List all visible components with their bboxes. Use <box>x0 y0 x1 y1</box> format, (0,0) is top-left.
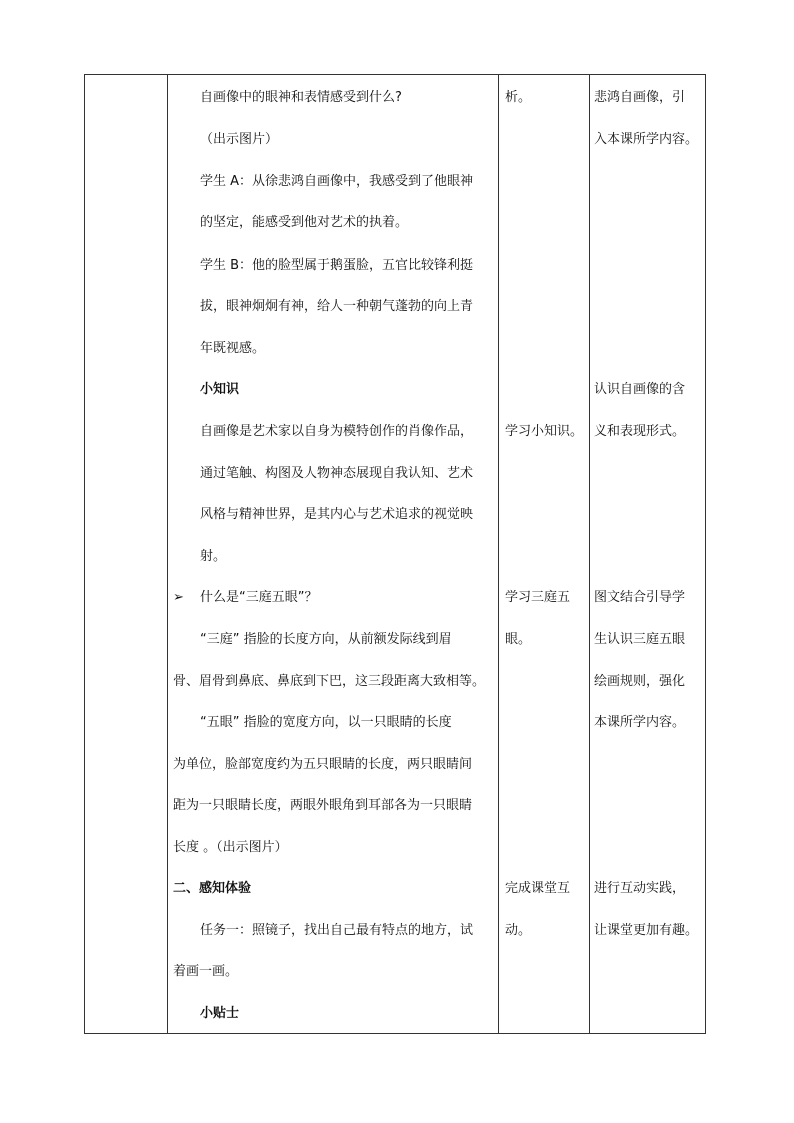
definition-line-1: 自画像是艺术家以自身为模特创作的肖像作品， <box>200 424 474 439</box>
wuyan-line-2: 为单位，脸部宽度约为五只眼睛的长度，两只眼睛间 <box>173 757 473 772</box>
intent-3-line-3: 绘画规则，强化 <box>594 674 686 689</box>
intent-1-line-1: 悲鸿自画像，引 <box>594 90 686 105</box>
section-heading: 二、感知体验 <box>173 881 252 896</box>
intent-4-line-1: 进行互动实践， <box>594 881 686 896</box>
wuyan-line-4: 长度 。（出示图片） <box>173 840 288 855</box>
definition-line-2: 通过笔触、构图及人物神态展现自我认知、艺术 <box>200 466 474 481</box>
santing-line-1: “三庭” 指脸的长度方向，从前额发际线到眉 <box>200 632 452 647</box>
show-picture-note: （出示图片） <box>200 132 279 147</box>
intent-4-line-2: 让课堂更加有趣。 <box>594 923 699 938</box>
column-divider-3 <box>589 75 590 1033</box>
santing-line-2: 骨、眉骨到鼻底、鼻底到下巴，这三段距离大致相等。 <box>173 674 486 689</box>
intent-3-line-4: 本课所学内容。 <box>594 715 686 730</box>
intent-2-line-1: 认识自画像的含 <box>594 382 686 397</box>
intent-2-line-2: 义和表现形式。 <box>594 424 686 439</box>
student-b-line-3: 年既视感。 <box>200 341 266 356</box>
activity-interact-line-1: 完成课堂互 <box>505 881 571 896</box>
bullet-arrow-icon: ➢ <box>173 590 184 605</box>
definition-line-3: 风格与精神世界，是其内心与艺术追求的视觉映 <box>200 507 474 522</box>
column-divider-1 <box>167 75 168 1033</box>
definition-line-4: 射。 <box>200 549 227 564</box>
student-b-line-2: 拔，眼神炯炯有神，给人一种朝气蓬勃的向上青 <box>200 299 474 314</box>
question-three-five: 什么是“三庭五眼”？ <box>200 590 318 605</box>
task-line-2: 着画一画。 <box>173 964 239 979</box>
intent-3-line-1: 图文结合引导学 <box>594 590 686 605</box>
activity-analysis: 析。 <box>505 90 532 105</box>
activity-interact-line-2: 动。 <box>505 923 532 938</box>
activity-three-five-line-2: 眼。 <box>505 632 532 647</box>
student-a-line-2: 的坚定，能感受到他对艺术的执着。 <box>200 215 409 230</box>
student-a-line-1: 学生 A：从徐悲鸿自画像中，我感受到了他眼神 <box>200 174 474 189</box>
question-text: 自画像中的眼神和表情感受到什么? <box>200 90 402 105</box>
activity-three-five-line-1: 学习三庭五 <box>505 590 571 605</box>
wuyan-line-1: “五眼” 指脸的宽度方向，以一只眼睛的长度 <box>200 715 452 730</box>
intent-3-line-2: 生认识三庭五眼 <box>594 632 686 647</box>
intent-1-line-2: 入本课所学内容。 <box>594 132 699 147</box>
tips-heading: 小贴士 <box>200 1006 240 1021</box>
wuyan-line-3: 距为一只眼睛长度，两眼外眼角到耳部各为一只眼睛 <box>173 798 473 813</box>
task-line-1: 任务一：照镜子，找出自己最有特点的地方，试 <box>200 923 474 938</box>
activity-knowledge: 学习小知识。 <box>505 424 584 439</box>
column-divider-2 <box>498 75 499 1033</box>
student-b-line-1: 学生 B：他的脸型属于鹅蛋脸，五官比较锋利挺 <box>200 258 474 273</box>
knowledge-heading: 小知识 <box>200 382 240 397</box>
